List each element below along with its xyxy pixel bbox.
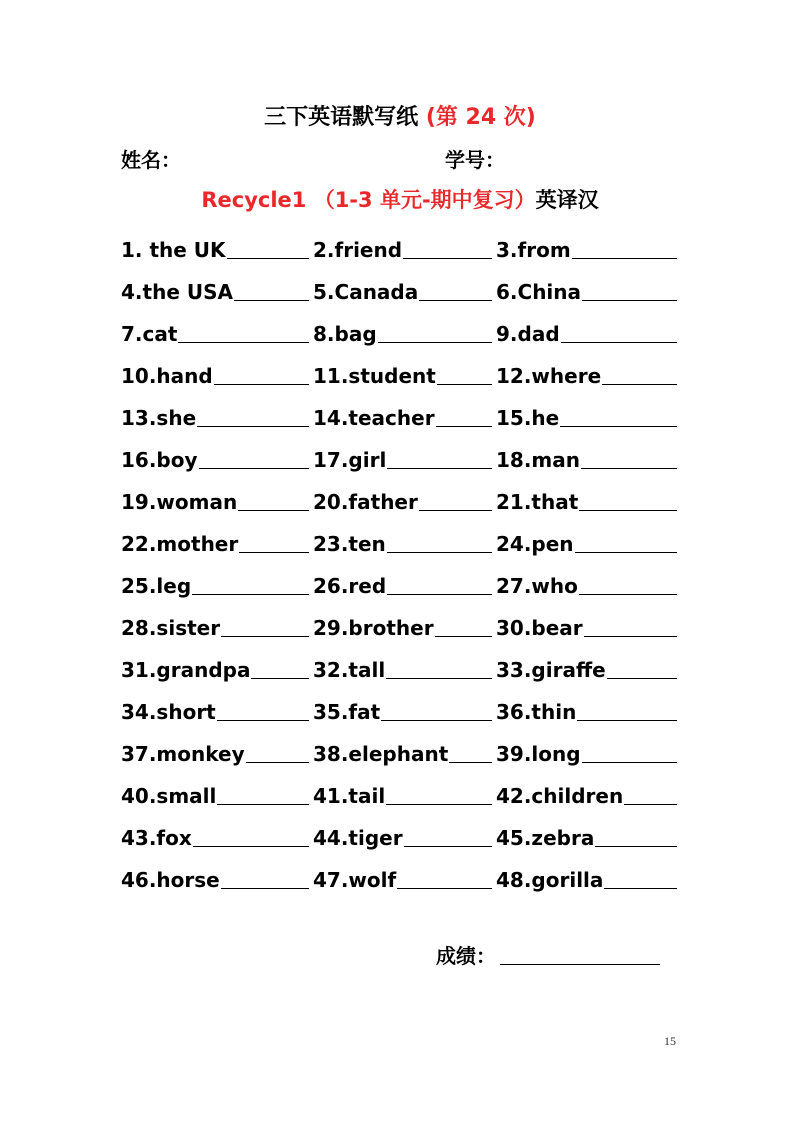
vocabulary-word: 11.student <box>313 364 436 388</box>
vocabulary-word: 17.girl <box>313 448 387 472</box>
vocabulary-word: 1. the UK <box>121 238 226 262</box>
answer-blank[interactable] <box>624 803 677 805</box>
vocabulary-word: 42.children <box>496 784 624 808</box>
vocabulary-word: 40.small <box>121 784 217 808</box>
vocabulary-row <box>121 355 681 397</box>
vocabulary-item <box>313 574 496 598</box>
vocabulary-item <box>121 322 313 346</box>
vocabulary-item <box>121 658 313 682</box>
vocabulary-item <box>496 448 681 472</box>
vocabulary-word: 3.from <box>496 238 571 262</box>
name-label: 姓名： <box>121 148 181 172</box>
vocabulary-word: 20.father <box>313 490 418 514</box>
vocabulary-word: 23.ten <box>313 532 386 556</box>
vocabulary-grid <box>121 229 681 901</box>
vocabulary-word: 26.red <box>313 574 387 598</box>
vocabulary-item <box>121 826 313 850</box>
vocabulary-word: 7.cat <box>121 322 178 346</box>
vocabulary-row <box>121 733 681 775</box>
answer-blank[interactable] <box>575 551 677 553</box>
vocabulary-item <box>313 238 496 262</box>
score-area <box>436 943 660 969</box>
answer-blank[interactable] <box>449 761 492 763</box>
vocabulary-row <box>121 607 681 649</box>
vocabulary-word: 15.he <box>496 406 560 430</box>
vocabulary-word: 24.pen <box>496 532 574 556</box>
vocabulary-item <box>496 238 681 262</box>
vocabulary-word: 12.where <box>496 364 602 388</box>
vocabulary-item <box>121 616 313 640</box>
vocabulary-item <box>121 742 313 766</box>
vocabulary-item <box>496 280 681 304</box>
answer-blank[interactable] <box>386 803 492 805</box>
vocabulary-word: 8.bag <box>313 322 377 346</box>
vocabulary-word: 35.fat <box>313 700 381 724</box>
answer-blank[interactable] <box>579 593 677 595</box>
answer-blank[interactable] <box>572 257 677 259</box>
vocabulary-word: 41.tail <box>313 784 386 808</box>
vocabulary-word: 18.man <box>496 448 581 472</box>
answer-blank[interactable] <box>221 887 309 889</box>
vocabulary-item <box>121 280 313 304</box>
vocabulary-word: 29.brother <box>313 616 434 640</box>
vocabulary-item <box>313 448 496 472</box>
answer-blank[interactable] <box>387 593 492 595</box>
vocabulary-word: 36.thin <box>496 700 577 724</box>
student-info-row <box>121 148 681 172</box>
vocabulary-word: 34.short <box>121 700 216 724</box>
score-label: 成绩： <box>436 944 496 968</box>
subtitle-unit-range: Recycle1 （1-3 单元-期中复习） <box>201 188 536 212</box>
vocabulary-item <box>313 826 496 850</box>
vocabulary-word: 38.elephant <box>313 742 449 766</box>
vocabulary-item <box>313 490 496 514</box>
title-session-number: (第 24 次) <box>425 105 536 130</box>
vocabulary-item <box>496 742 681 766</box>
answer-blank[interactable] <box>560 425 677 427</box>
answer-blank[interactable] <box>386 677 492 679</box>
section-subtitle <box>0 186 800 214</box>
vocabulary-item <box>496 826 681 850</box>
answer-blank[interactable] <box>582 299 677 301</box>
vocabulary-item <box>496 490 681 514</box>
vocabulary-row <box>121 649 681 691</box>
vocabulary-word: 27.who <box>496 574 578 598</box>
vocabulary-item <box>313 784 496 808</box>
answer-blank[interactable] <box>192 593 309 595</box>
vocabulary-row <box>121 397 681 439</box>
answer-blank[interactable] <box>214 383 309 385</box>
answer-blank[interactable] <box>217 719 309 721</box>
vocabulary-item <box>121 406 313 430</box>
vocabulary-row <box>121 439 681 481</box>
vocabulary-word: 16.boy <box>121 448 198 472</box>
vocabulary-word: 46.horse <box>121 868 220 892</box>
vocabulary-item <box>496 784 681 808</box>
vocabulary-word: 10.hand <box>121 364 213 388</box>
vocabulary-row <box>121 523 681 565</box>
vocabulary-row <box>121 271 681 313</box>
vocabulary-word: 48.gorilla <box>496 868 604 892</box>
vocabulary-item <box>313 364 496 388</box>
answer-blank[interactable] <box>419 299 492 301</box>
page-number: 15 <box>664 1034 676 1048</box>
vocabulary-word: 30.bear <box>496 616 583 640</box>
answer-blank[interactable] <box>602 383 677 385</box>
answer-blank[interactable] <box>561 341 677 343</box>
vocabulary-item <box>121 532 313 556</box>
vocabulary-item <box>313 700 496 724</box>
vocabulary-item <box>313 742 496 766</box>
vocabulary-item <box>496 364 681 388</box>
vocabulary-row <box>121 775 681 817</box>
answer-blank[interactable] <box>251 677 309 679</box>
vocabulary-word: 22.mother <box>121 532 239 556</box>
vocabulary-word: 45.zebra <box>496 826 595 850</box>
vocabulary-item <box>121 238 313 262</box>
vocabulary-item <box>313 532 496 556</box>
vocabulary-item <box>121 490 313 514</box>
subtitle-instruction: 英译汉 <box>535 188 599 212</box>
vocabulary-item <box>121 364 313 388</box>
vocabulary-word: 9.dad <box>496 322 560 346</box>
score-blank[interactable] <box>500 964 660 965</box>
answer-blank[interactable] <box>404 845 492 847</box>
vocabulary-item <box>496 868 681 892</box>
answer-blank[interactable] <box>604 887 677 889</box>
vocabulary-word: 44.tiger <box>313 826 403 850</box>
vocabulary-item <box>313 616 496 640</box>
vocabulary-item <box>496 574 681 598</box>
vocabulary-item <box>313 280 496 304</box>
vocabulary-word: 6.China <box>496 280 582 304</box>
vocabulary-item <box>496 658 681 682</box>
vocabulary-row <box>121 481 681 523</box>
title-text: 三下英语默写纸 <box>264 105 419 130</box>
answer-blank[interactable] <box>387 467 492 469</box>
answer-blank[interactable] <box>607 677 677 679</box>
vocabulary-word: 21.that <box>496 490 579 514</box>
vocabulary-word: 33.giraffe <box>496 658 606 682</box>
vocabulary-word: 39.long <box>496 742 581 766</box>
vocabulary-row <box>121 565 681 607</box>
answer-blank[interactable] <box>246 761 309 763</box>
answer-blank[interactable] <box>579 509 677 511</box>
answer-blank[interactable] <box>381 719 492 721</box>
answer-blank[interactable] <box>435 635 492 637</box>
answer-blank[interactable] <box>234 299 309 301</box>
vocabulary-item <box>496 322 681 346</box>
answer-blank[interactable] <box>221 635 309 637</box>
vocabulary-item <box>313 868 496 892</box>
student-number-label: 学号： <box>445 148 505 172</box>
vocabulary-item <box>496 700 681 724</box>
answer-blank[interactable] <box>239 551 309 553</box>
vocabulary-row <box>121 313 681 355</box>
answer-blank[interactable] <box>193 845 309 847</box>
vocabulary-word: 13.she <box>121 406 197 430</box>
vocabulary-row <box>121 229 681 271</box>
answer-blank[interactable] <box>595 845 677 847</box>
vocabulary-row <box>121 691 681 733</box>
vocabulary-word: 14.teacher <box>313 406 435 430</box>
worksheet-title <box>0 104 800 132</box>
answer-blank[interactable] <box>197 425 309 427</box>
answer-blank[interactable] <box>387 551 492 553</box>
vocabulary-item <box>121 448 313 472</box>
vocabulary-word: 31.grandpa <box>121 658 251 682</box>
answer-blank[interactable] <box>238 509 309 511</box>
answer-blank[interactable] <box>378 341 492 343</box>
vocabulary-word: 19.woman <box>121 490 238 514</box>
answer-blank[interactable] <box>403 257 492 259</box>
vocabulary-word: 37.monkey <box>121 742 245 766</box>
answer-blank[interactable] <box>584 635 677 637</box>
vocabulary-item <box>121 700 313 724</box>
vocabulary-item <box>313 406 496 430</box>
vocabulary-word: 5.Canada <box>313 280 419 304</box>
answer-blank[interactable] <box>582 761 677 763</box>
answer-blank[interactable] <box>199 467 309 469</box>
vocabulary-word: 4.the USA <box>121 280 233 304</box>
answer-blank[interactable] <box>581 467 677 469</box>
answer-blank[interactable] <box>419 509 492 511</box>
answer-blank[interactable] <box>436 425 492 427</box>
vocabulary-word: 25.leg <box>121 574 192 598</box>
vocabulary-item <box>496 616 681 640</box>
answer-blank[interactable] <box>437 383 492 385</box>
answer-blank[interactable] <box>227 257 309 259</box>
vocabulary-row <box>121 859 681 901</box>
vocabulary-word: 28.sister <box>121 616 221 640</box>
vocabulary-word: 47.wolf <box>313 868 397 892</box>
vocabulary-word: 43.fox <box>121 826 192 850</box>
answer-blank[interactable] <box>577 719 677 721</box>
answer-blank[interactable] <box>178 341 309 343</box>
vocabulary-word: 2.friend <box>313 238 403 262</box>
vocabulary-item <box>313 322 496 346</box>
vocabulary-item <box>121 868 313 892</box>
vocabulary-item <box>496 532 681 556</box>
vocabulary-row <box>121 817 681 859</box>
vocabulary-item <box>496 406 681 430</box>
answer-blank[interactable] <box>397 887 492 889</box>
vocabulary-item <box>313 658 496 682</box>
vocabulary-word: 32.tall <box>313 658 386 682</box>
vocabulary-item <box>121 784 313 808</box>
answer-blank[interactable] <box>217 803 309 805</box>
vocabulary-item <box>121 574 313 598</box>
